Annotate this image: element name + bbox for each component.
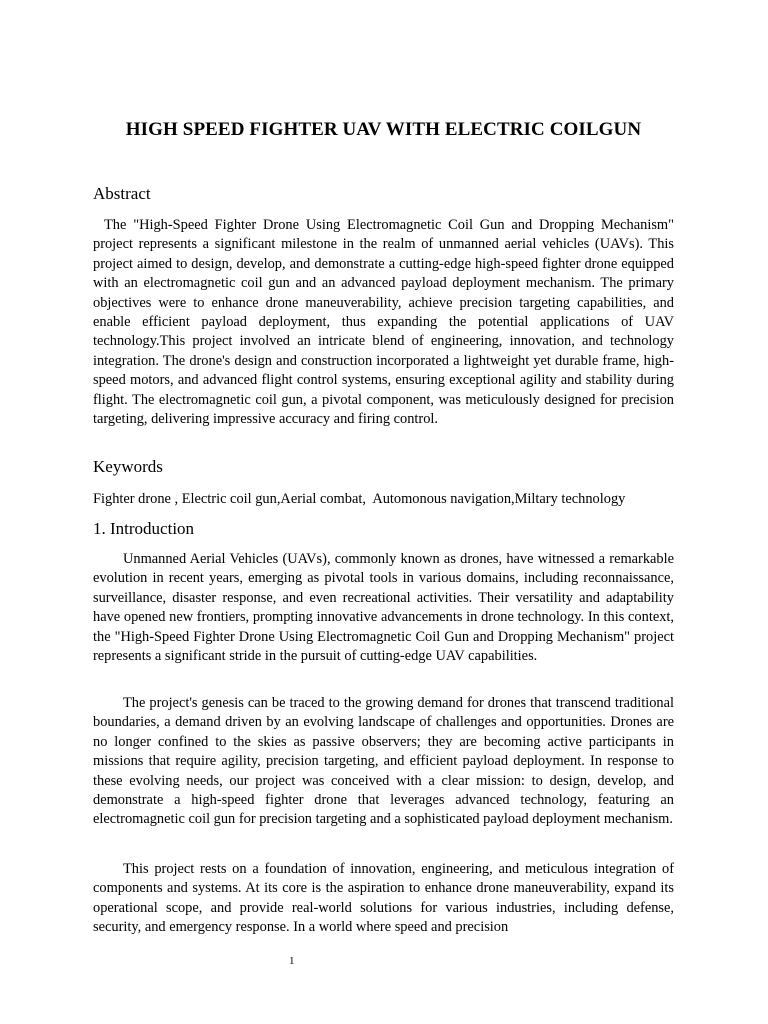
introduction-heading: 1. Introduction xyxy=(93,519,195,538)
page-number: 1 xyxy=(289,955,295,967)
paper-page xyxy=(93,0,674,1024)
abstract-text: The "High-Speed Fighter Drone Using Electromagnetic Coil Gun and Dropping Mechanism" project represents a significant milestone in the realm of unmanned aerial vehicles (UAVs). This project aimed to design, develop, and demonstrate a cutting-edge high-speed fighter drone equipped with an electromagnetic coil gun and an advanced payload deployment mechanism. The primary objectives were to enhance drone maneuverability, achieve precision targeting capabilities, and enable efficient payload deployment, thus expanding the potential applications of UAV technology.This project involved an intricate blend of engineering, innovation, and technology integration. The drone's design and construction incorporated a lightweight yet durable frame, high-speed motors, and advanced flight control systems, ensuring exceptional agility and stability during flight. The electromagnetic coil gun, a pivotal component, was meticulously designed for precision targeting, delivering impressive accuracy and firing control. xyxy=(93,217,674,428)
introduction-paragraph-2: The project's genesis can be traced to the growing demand for drones that transcend traditional boundaries, a demand driven by an evolving landscape of challenges and opportunities. Drones are no longer confined to the skies as passive observers; they are becoming active participants in missions that require agility, precision targeting, and efficient payload deployment. In response to these evolving needs, our project was conceived with a clear mission: to design, develop, and demonstrate a high-speed fighter drone that leverages advanced technology, featuring an electromagnetic coil gun for precision targeting and a sophisticated payload deployment mechanism. xyxy=(93,695,674,828)
introduction-paragraph-1: Unmanned Aerial Vehicles (UAVs), commonly known as drones, have witnessed a remarkable evolution in recent years, emerging as pivotal tools in various domains, including reconnaissance, surveillance, disaster response, and even recreational activities. Their versatility and adaptability have opened new frontiers, prompting innovative advancements in drone technology. In this context, the "High-Speed Fighter Drone Using Electromagnetic Coil Gun and Dropping Mechanism" project represents a significant stride in the pursuit of cutting-edge UAV capabilities. xyxy=(93,551,674,665)
keywords-heading: Keywords xyxy=(93,457,163,476)
keywords-text: Fighter drone , Electric coil gun,Aerial combat, Automonous navigation,Miltary technology xyxy=(93,491,626,507)
abstract-heading: Abstract xyxy=(93,184,151,203)
paper-title: HIGH SPEED FIGHTER UAV WITH ELECTRIC COILGUN xyxy=(125,119,642,140)
introduction-paragraph-3: This project rests on a foundation of innovation, engineering, and meticulous integration of components and systems. At its core is the aspiration to enhance drone maneuverability, expand its operational scope, and provide real-world solutions for various industries, including defense, security, and emergency response. In a world where speed and precision xyxy=(93,861,674,936)
